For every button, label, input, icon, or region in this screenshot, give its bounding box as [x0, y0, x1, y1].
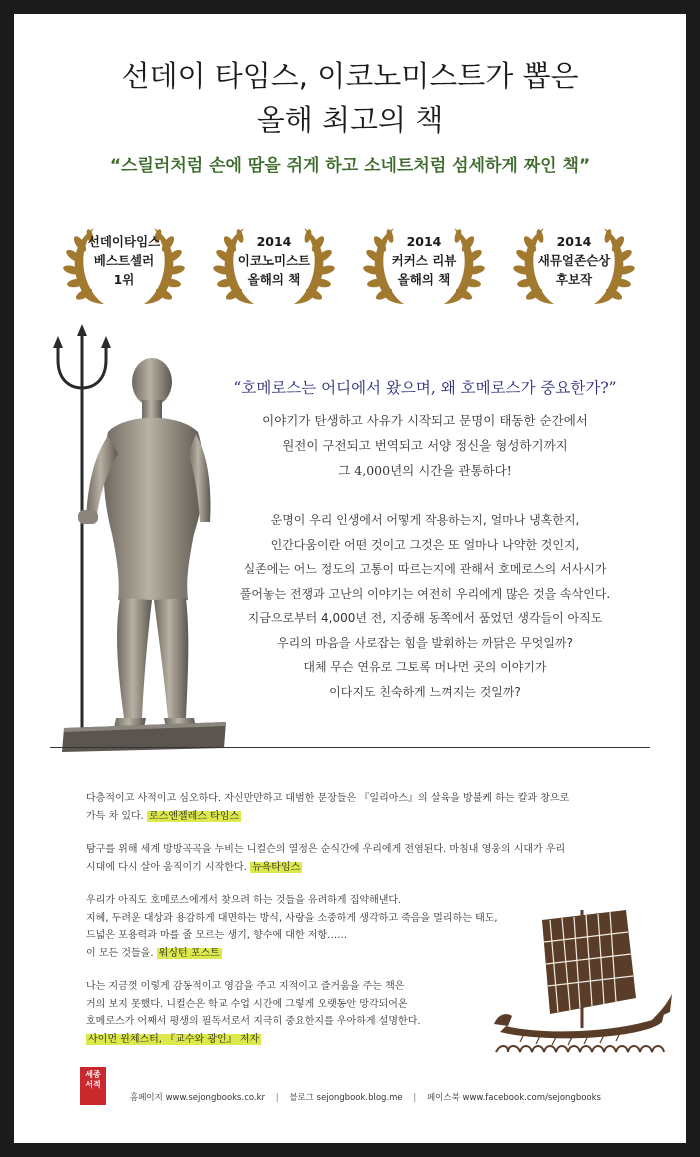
title-line-1: 선데이 타임스, 이코노미스트가 뽑은 — [121, 59, 579, 93]
award-text-line: 1위 — [113, 272, 135, 287]
review-line: 시대에 다시 살아 움직이기 시작한다. — [86, 861, 247, 873]
homepage-link[interactable]: www.sejongbooks.co.kr — [165, 1093, 266, 1103]
facebook-link[interactable]: www.facebook.com/sejongbooks — [462, 1093, 601, 1103]
award-text-line: 새뮤얼존슨상 — [537, 253, 611, 268]
review-line: 드넓은 포용력과 마를 줄 모르는 생기, 향수에 대한 저항…… — [86, 930, 348, 941]
body-line: 운명이 우리 인생에서 어떻게 작용하는지, 얼마나 냉혹한지, — [270, 513, 580, 527]
review-source-highlight: 뉴욕타임스 — [251, 861, 301, 873]
award-text-line: 베스트셀러 — [93, 253, 155, 268]
review-line: 우리가 아직도 호메로스에게서 찾으려 하는 것들을 유려하게 집약해낸다. — [86, 895, 402, 906]
review-line: 호메로스가 어째서 평생의 필독서로서 지극히 중요한지를 우아하게 설명한다. — [86, 1016, 421, 1027]
award-badge — [354, 220, 494, 312]
review-quote — [86, 790, 626, 825]
body-line: 인간다움이란 어떤 것이고 그것은 또 얼마나 나약한 것인지, — [270, 537, 580, 552]
intro-question: “호메로스는 어디에서 왔으며, 왜 호메로스가 중요한가?” — [233, 379, 617, 397]
blog-label: 블로그 — [289, 1093, 314, 1103]
greek-ship-image — [486, 902, 676, 1062]
homepage-label: 홈페이지 — [130, 1093, 163, 1103]
award-text-line: 2014 — [406, 234, 442, 249]
footer-links — [130, 1091, 601, 1103]
award-text-line: 선데이타임스 — [87, 234, 161, 249]
page-title — [14, 54, 686, 142]
review-line: 거의 보지 못했다. 니컬슨은 학교 수업 시간에 그렇게 오랫동안 망각되어온 — [86, 998, 408, 1010]
award-text-line: 이코노미스트 — [237, 253, 311, 268]
title-line-2: 올해 최고의 책 — [256, 103, 444, 137]
blog-link[interactable]: sejongbook.blog.me — [316, 1093, 403, 1103]
logo-text: 서적 — [85, 1080, 101, 1089]
review-line: 가득 차 있다. — [86, 810, 144, 822]
review-line: 다층적이고 사적이고 심오하다. 자신만만하고 대범한 문장들은 『일리아스』의 살육을 방불케 하는 칼과 창으로 — [86, 793, 570, 804]
body-line: 이다지도 친숙하게 느껴지는 것일까? — [329, 684, 521, 699]
body-line: 지금으로부터 4,000년 전, 지중해 동쪽에서 품었던 생각들이 아직도 — [247, 611, 603, 625]
awards-row — [54, 220, 646, 312]
review-line: 이 모든 것들을. — [86, 947, 154, 959]
review-line: 지혜, 두려운 대상과 용감하게 대면하는 방식, 사랑을 소중하게 생각하고 죽음을 멀리하는 태도, — [86, 912, 498, 924]
body-line: 풀어놓는 전쟁과 고난의 이야기는 여전히 우리에게 많은 것을 속삭인다. — [239, 586, 611, 601]
intro-block — [200, 376, 650, 483]
footer — [80, 1067, 640, 1107]
award-badge — [504, 220, 644, 312]
award-badge — [204, 220, 344, 312]
poster-page — [14, 14, 686, 1143]
review-source-highlight: 로스앤젤레스 타임스 — [149, 810, 240, 822]
intro-line: 이야기가 탄생하고 사유가 시작되고 문명이 태동한 순간에서 — [262, 413, 588, 428]
separator: | — [275, 1093, 279, 1103]
facebook-label: 페이스북 — [426, 1093, 460, 1103]
logo-text: 세종 — [85, 1070, 101, 1079]
body-line: 대체 무슨 연유로 그토록 머나먼 곳의 이야기가 — [303, 660, 547, 674]
intro-line: 그 4,000년의 시간을 관통하다! — [338, 463, 512, 478]
review-source-highlight: 워싱턴 포스트 — [158, 947, 220, 959]
award-badge — [54, 220, 194, 312]
award-text-line: 올해의 책 — [397, 272, 451, 287]
review-line: 탐구를 위해 세계 방방곡곡을 누비는 니컬슨의 열정은 순식간에 우리에게 전염된다. 마침내 영웅의 시대가 우리 — [86, 844, 566, 855]
publisher-logo — [80, 1067, 106, 1105]
award-text-line: 올해의 책 — [247, 272, 301, 287]
body-line: 우리의 마음을 사로잡는 힘을 발휘하는 까닭은 무엇일까? — [277, 635, 573, 650]
review-quote — [86, 841, 626, 876]
tagline: “스릴러처럼 손에 땀을 쥐게 하고 소네트처럼 섬세하게 짜인 책” — [109, 156, 591, 176]
separator: | — [413, 1093, 417, 1103]
review-source-highlight: 사이먼 윈체스터, 『교수와 광인』 저자 — [88, 1033, 260, 1045]
award-text-line: 2014 — [556, 234, 592, 249]
intro-line: 원전이 구전되고 번역되고 서양 정신을 형성하기까지 — [282, 438, 568, 453]
intro-lines — [200, 408, 650, 483]
award-text-line: 2014 — [256, 234, 292, 249]
review-line: 나는 지금껏 이렇게 감동적이고 영감을 주고 지적이고 즐거움을 주는 책은 — [86, 981, 405, 992]
award-text-line: 후보작 — [555, 272, 593, 287]
award-text-line: 커커스 리뷰 — [391, 253, 457, 268]
body-line: 실존에는 어느 정도의 고통이 따르는지에 관해서 호메로스의 서사시가 — [243, 562, 607, 576]
body-paragraph — [200, 508, 650, 704]
section-divider — [50, 747, 650, 748]
